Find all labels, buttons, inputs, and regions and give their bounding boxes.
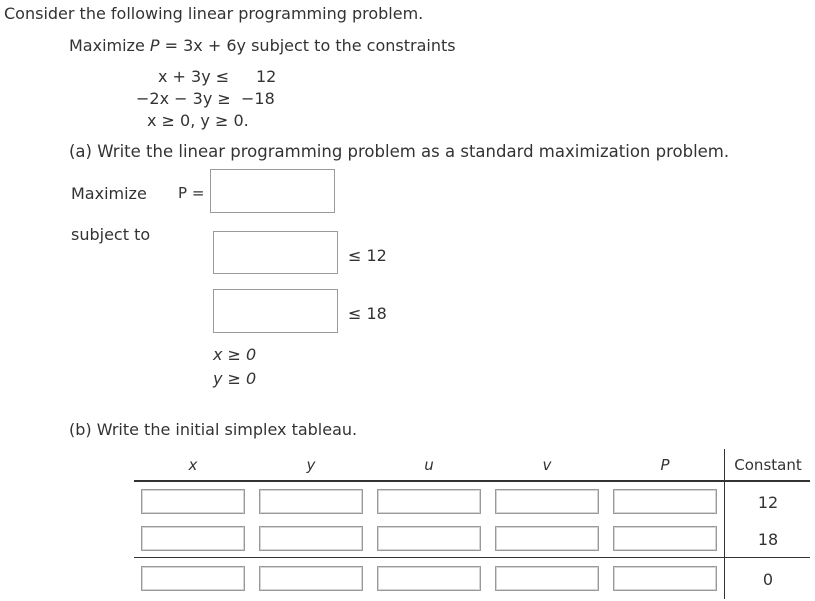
tableau-cell-r3-y[interactable] bbox=[259, 566, 363, 591]
tableau-header-p: P bbox=[660, 456, 670, 474]
tableau-cell-r2-v[interactable] bbox=[495, 526, 599, 551]
tableau-cell-r2-x[interactable] bbox=[141, 526, 245, 551]
part-b-prompt: (b) Write the initial simplex tableau. bbox=[69, 420, 358, 439]
tableau-header-y: y bbox=[306, 456, 316, 474]
tableau-constant-divider bbox=[724, 449, 725, 599]
tableau-cell-r1-v[interactable] bbox=[495, 489, 599, 514]
constraint-2-rhs: −18 bbox=[241, 89, 275, 108]
objective-input[interactable] bbox=[210, 169, 335, 213]
tableau-header-x: x bbox=[188, 456, 198, 474]
tableau-cell-r2-p[interactable] bbox=[613, 526, 717, 551]
constraint-2-input[interactable] bbox=[213, 289, 338, 333]
tableau-cell-r3-u[interactable] bbox=[377, 566, 481, 591]
tableau-cell-r1-y[interactable] bbox=[259, 489, 363, 514]
objective-var: P bbox=[149, 36, 160, 55]
tableau-cell-r2-y[interactable] bbox=[259, 526, 363, 551]
nonneg-y: y ≥ 0 bbox=[213, 369, 257, 388]
constraint-1-bound: ≤ 12 bbox=[348, 246, 387, 265]
tableau-cell-r2-u[interactable] bbox=[377, 526, 481, 551]
tableau-cell-r1-u[interactable] bbox=[377, 489, 481, 514]
part-a-prompt: (a) Write the linear programming problem as a standard maximization problem. bbox=[69, 142, 730, 161]
tableau-cell-r3-p[interactable] bbox=[613, 566, 717, 591]
tableau-constant-r2: 18 bbox=[757, 530, 779, 549]
constraint-3: x ≥ 0, y ≥ 0. bbox=[147, 111, 249, 130]
constraint-1-lhs: x + 3y ≤ bbox=[158, 67, 230, 86]
tableau-constant-r1: 12 bbox=[757, 493, 779, 512]
tableau-constant-r3: 0 bbox=[762, 570, 774, 589]
intro-text: Consider the following linear programming problem. bbox=[4, 4, 424, 23]
tableau-cell-r3-v[interactable] bbox=[495, 566, 599, 591]
tableau-header-rule bbox=[134, 480, 810, 482]
maximize-label: Maximize bbox=[71, 184, 147, 203]
tableau-cell-r3-x[interactable] bbox=[141, 566, 245, 591]
constraint-2-lhs: −2x − 3y ≥ bbox=[136, 89, 231, 108]
tableau-header-v: v bbox=[542, 456, 552, 474]
constraint-1-input[interactable] bbox=[213, 231, 338, 274]
constraint-2-bound: ≤ 18 bbox=[348, 304, 387, 323]
objective-prefix: Maximize bbox=[69, 36, 150, 55]
tableau-objective-rule bbox=[134, 557, 810, 558]
nonneg-x: x ≥ 0 bbox=[213, 345, 257, 364]
objective-rest: = 3x + 6y subject to the constraints bbox=[159, 36, 456, 55]
tableau-header-constant: Constant bbox=[734, 456, 802, 474]
constraint-1-rhs: 12 bbox=[256, 67, 277, 86]
objective-line bbox=[69, 36, 456, 55]
subject-to-label: subject to bbox=[71, 225, 151, 244]
tableau-cell-r1-x[interactable] bbox=[141, 489, 245, 514]
p-label: P = bbox=[178, 184, 205, 202]
tableau-header-u: u bbox=[424, 456, 434, 474]
tableau-cell-r1-p[interactable] bbox=[613, 489, 717, 514]
